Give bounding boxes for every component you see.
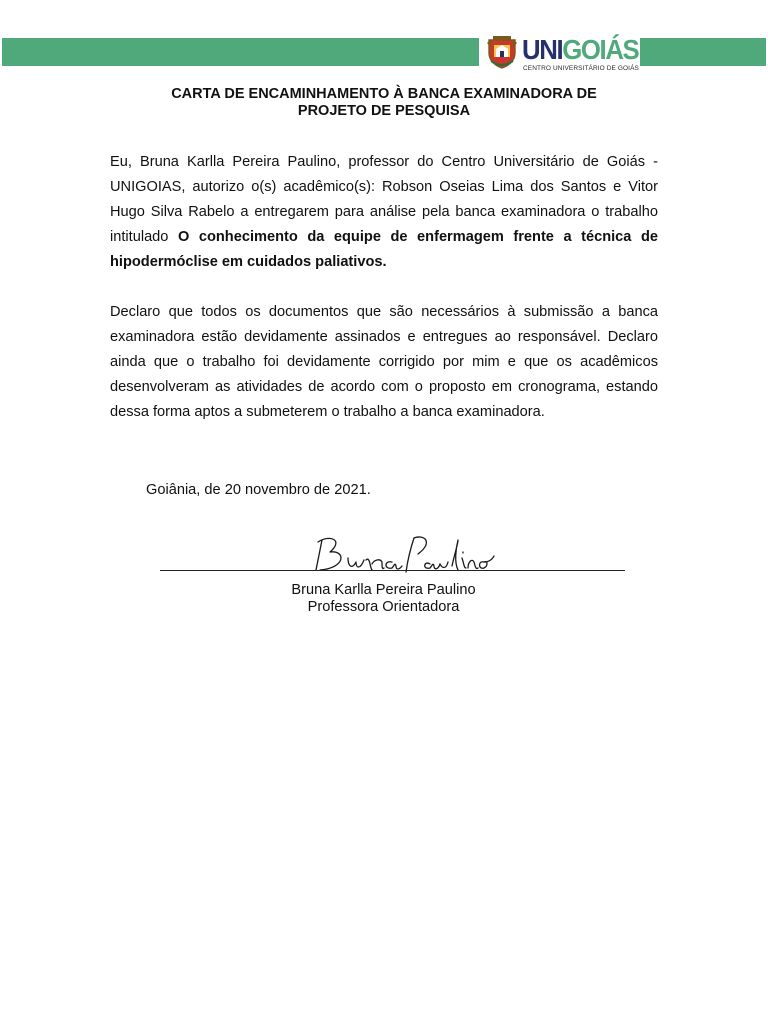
logo-subtitle: CENTRO UNIVERSITÁRIO DE GOIÁS <box>523 65 639 72</box>
authorization-paragraph <box>110 150 658 275</box>
header-bar-right <box>640 38 766 66</box>
signer-name: Bruna Karlla Pereira Paulino <box>291 582 476 598</box>
thesis-title: O conhecimento da equipe de enfermagem frente a técnica de hipodermóclise em cuidados paliativos. <box>110 229 658 270</box>
date-line: Goiânia, de 20 novembro de 2021. <box>146 482 371 498</box>
logo-brand-prefix: UNI <box>522 34 563 65</box>
document-title <box>110 86 658 120</box>
signature-line <box>160 570 625 571</box>
declaration-paragraph: Declaro que todos os documentos que são necessários à submissão a banca examinadora estão devidamente assinados e entregues ao responsável. Declaro ainda que o trabalho foi devidamente corrigido por mim e que os acadêmicos desenvolveram as atividades de acordo com o proposto em cronograma, estando dessa forma aptos a submeterem o trabalho a banca examinadora. <box>110 304 658 420</box>
title-line-2: PROJETO DE PESQUISA <box>297 103 471 119</box>
title-line-1: CARTA DE ENCAMINHAMENTO À BANCA EXAMINADORA DE <box>171 86 597 102</box>
logo-wordmark <box>522 34 638 66</box>
header-bar-left <box>2 38 479 66</box>
university-crest-icon <box>485 35 519 69</box>
authorization-text: Eu, Bruna Karlla Pereira Paulino, professor do Centro Universitário de Goiás - UNIGOIAS, autorizo o(s) acadêmico(s): Robson Oseias Lima dos Santos e Vitor Hugo Silva Rabelo a entregarem para análise pela banca examinadora o trabalho intitulado <box>110 154 658 245</box>
handwritten-signature <box>300 532 495 580</box>
signer-role: Professora Orientadora <box>307 599 460 615</box>
unigoias-logo <box>482 34 638 74</box>
logo-brand-suffix: GOIÁS <box>562 34 639 65</box>
